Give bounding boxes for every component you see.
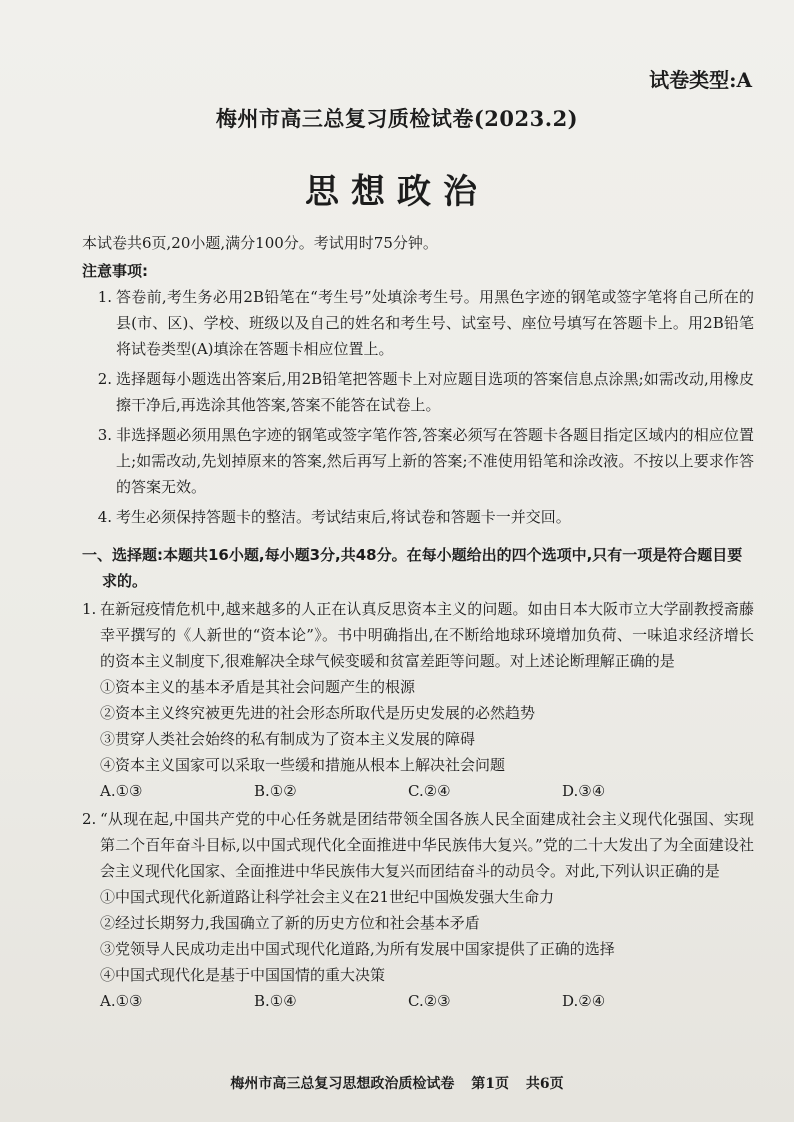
note-text: 答卷前,考生务必用2B铅笔在“考生号”处填涂考生号。用黑色字迹的钢笔或签字笔将自己所在的县(市、区)、学校、班级以及自己的姓名和考生号、试室号、座位号填写在答题卡上。用2B铅笔将试卷类型(A)填涂在答题卡相应位置上。 [116,288,754,358]
statement: ②经过长期努力,我国确立了新的历史方位和社会基本矛盾 [100,914,480,932]
footer-title: 梅州市高三总复习思想政治质检试卷 [230,1076,455,1092]
page-footer [0,1073,794,1093]
statement: ④资本主义国家可以采取一些缓和措施从根本上解决社会问题 [100,756,506,774]
note-number: 4. [97,508,112,526]
notes-heading: 注意事项: [82,262,148,280]
note-number: 3. [97,426,112,444]
subject-title: 思想政治 [305,172,489,212]
note-text: 考生必须保持答题卡的整洁。考试结束后,将试卷和答题卡一并交回。 [116,508,571,526]
exam-title: 梅州市高三总复习质检试卷(2023.2) [215,106,579,131]
question-text: “从现在起,中国共产党的中心任务就是团结带领全国各族人民全面建成社会主义现代化强国、实现第二个百年奋斗目标,以中国式现代化全面推进中华民族伟大复兴。”党的二十大发出了为全面建设社会主义现代化国家、全面推进中华民族伟大复兴而团结奋斗的动员令。对此,下列认识正确的是 [100,810,754,880]
exam-intro: 本试卷共6页,20小题,满分100分。考试用时75分钟。 [82,234,438,252]
statement: ③贯穿人类社会始终的私有制成为了资本主义发展的障碍 [100,730,476,748]
question-2 [82,806,754,1014]
choice-d: D.③④ [562,782,606,800]
footer-total: 共6页 [525,1076,564,1092]
choice-b: B.①④ [254,992,297,1010]
note-number: 2. [97,370,112,388]
note-item [82,284,754,362]
choice-a: A.①③ [100,782,143,800]
note-item [82,504,754,530]
question-number: 2. [82,810,97,828]
choice-c: C.②③ [408,992,451,1010]
note-item [82,422,754,500]
note-number: 1. [97,288,112,306]
note-item [82,366,754,418]
note-text: 选择题每小题选出答案后,用2B铅笔把答题卡上对应题目选项的答案信息点涂黑;如需改动,用橡皮擦干净后,再选涂其他答案,答案不能答在试卷上。 [116,370,754,414]
statement: ①资本主义的基本矛盾是其社会问题产生的根源 [100,678,416,696]
question-number: 1. [82,600,97,618]
footer-page: 第1页 [471,1076,509,1092]
question-stem [82,596,754,674]
answer-choices [82,778,754,804]
choice-b: B.①② [254,782,297,800]
question-stem [82,806,754,884]
choice-a: A.①③ [100,992,143,1010]
choice-c: C.②④ [408,782,451,800]
statement: ①中国式现代化新道路让科学社会主义在21世纪中国焕发强大生命力 [100,888,555,906]
statement: ②资本主义终究被更先进的社会形态所取代是历史发展的必然趋势 [100,704,536,722]
answer-choices [82,988,754,1014]
choice-d: D.②④ [562,992,606,1010]
exam-content [82,230,754,1014]
question-1 [82,596,754,804]
statement: ④中国式现代化是基于中国国情的重大决策 [100,966,386,984]
section-heading [82,542,754,594]
question-text: 在新冠疫情危机中,越来越多的人正在认真反思资本主义的问题。如由日本大阪市立大学副教授斋藤幸平撰写的《人新世的“资本论”》。书中明确指出,在不断给地球环境增加负荷、一味追求经济增长的资本主义制度下,很难解决全球气候变暖和贫富差距等问题。对上述论断理解正确的是 [100,600,754,670]
statement: ③党领导人民成功走出中国式现代化道路,为所有发展中国家提供了正确的选择 [100,940,615,958]
section-heading-text: 一、选择题:本题共16小题,每小题3分,共48分。在每小题给出的四个选项中,只有一项是符合题目要求的。 [82,546,743,590]
notes-list [82,284,754,530]
note-text: 非选择题必须用黑色字迹的钢笔或签字笔作答,答案必须写在答题卡各题目指定区域内的相应位置上;如需改动,先划掉原来的答案,然后再写上新的答案;不准使用铅笔和涂改液。不按以上要求作答的答案无效。 [116,426,754,496]
paper-type-label: 试卷类型:A [649,68,752,92]
